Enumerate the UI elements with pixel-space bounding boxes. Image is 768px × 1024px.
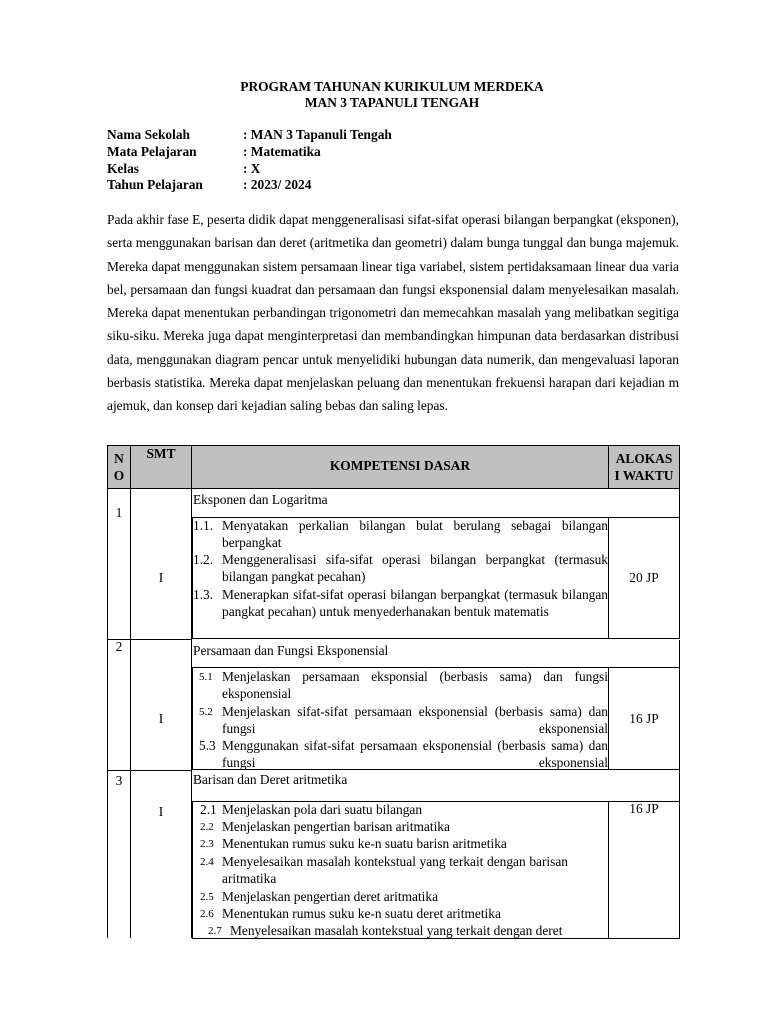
info-value: : Matematika bbox=[243, 144, 321, 159]
kd-item-number: 5.2 bbox=[199, 706, 213, 718]
kd-item-number: 2.2 bbox=[200, 821, 214, 833]
kd-item-number: 1.2. bbox=[193, 552, 214, 567]
row-alokasi-waktu: 16 JP bbox=[629, 711, 659, 726]
header-no-line2: O bbox=[113, 468, 125, 483]
info-label: Kelas bbox=[107, 161, 139, 176]
learning-outcome-paragraph: Pada akhir fase E, peserta didik dapat menggeneralisasi sifat-sifat operasi bilangan berpangkat (eksponen), serta menggunakan barisan dan deret (aritmetika dan geometri) dalam bunga tunggal dan bunga majemuk. Mereka dapat menggunakan sistem persamaan linear tiga variabel, sistem pertidaksamaan linear dua variabel, persamaan dan fungsi kuadrat dan persamaan dan fungsi eksponensial dalam menyelesaikan masalah. Mereka dapat menentukan perbandingan trigonometri dan memecahkan masalah yang melibatkan segitiga siku-siku. Mereka juga dapat menginterpretasi dan membandingkan himpunan data berdasarkan distribusi data, menggunakan diagram pencar untuk menyelidiki hubungan data numerik, dan mengevaluasi laporan berbasis statistika. Mereka dapat menjelaskan peluang dan menentukan frekuensi harapan dari kejadian majemuk, dan konsep dari kejadian saling bebas dan saling lepas. bbox=[107, 212, 679, 414]
kd-item bbox=[193, 853, 608, 888]
row-separator bbox=[107, 770, 192, 771]
kd-item-number: 2.4 bbox=[200, 856, 214, 868]
table-border-right-1 bbox=[679, 445, 680, 518]
kd-item bbox=[193, 551, 608, 586]
kd-item-text: Menggeneralisasi sifa-sifat operasi bilangan berpangkat (termasuk bilangan pangkat pecahan) bbox=[222, 552, 608, 585]
kd-item bbox=[193, 586, 608, 621]
row-semester: I bbox=[158, 804, 164, 819]
row-number: 3 bbox=[115, 773, 123, 788]
row-semester: I bbox=[158, 570, 164, 585]
kd-item-text: Menjelaskan sifat-sifat persamaan eksponensial (berbasis sama) dan fungsi eksponensial bbox=[222, 704, 608, 737]
table-border-top bbox=[107, 445, 680, 446]
kd-item-number: 1.1. bbox=[193, 518, 214, 533]
kd-item-number: 5.3 bbox=[199, 738, 216, 753]
kd-item-number: 1.3. bbox=[193, 587, 214, 602]
kd-box-right bbox=[679, 517, 680, 639]
info-value: : MAN 3 Tapanuli Tengah bbox=[243, 127, 392, 142]
table-border-left-3 bbox=[107, 770, 108, 938]
table-border-right-3 bbox=[679, 770, 680, 802]
row-topic: Eksponen dan Logaritma bbox=[193, 492, 328, 507]
document-title: PROGRAM TAHUNAN KURIKULUM MERDEKA bbox=[240, 79, 544, 94]
kd-item bbox=[193, 922, 608, 939]
kd-box-mid bbox=[608, 801, 609, 938]
kd-item bbox=[193, 737, 608, 772]
kd-item-number: 2.7 bbox=[208, 925, 222, 937]
header-no bbox=[108, 450, 130, 484]
header-no-line1: N bbox=[114, 451, 124, 466]
row-topic: Persamaan dan Fungsi Eksponensial bbox=[193, 643, 389, 658]
kd-item bbox=[193, 517, 608, 552]
info-value: : X bbox=[243, 161, 261, 176]
kd-item-number: 2.5 bbox=[200, 891, 214, 903]
kd-item-number: 5.1 bbox=[199, 671, 213, 683]
row-number: 2 bbox=[115, 639, 123, 654]
kd-item bbox=[193, 668, 608, 703]
kd-item-number: 2.1 bbox=[200, 802, 217, 817]
kd-item bbox=[193, 905, 608, 922]
table-border-right-2 bbox=[679, 640, 680, 668]
kd-item-text: Menentukan rumus suku ke-n suatu barisn aritmetika bbox=[222, 836, 507, 851]
kd-item-text: Menerapkan sifat-sifat operasi bilangan berpangkat (termasuk bilangan pangkat pecahan) untuk menyederhanakan bentuk matematis bbox=[222, 587, 608, 620]
header-waktu-line1: ALOKAS bbox=[615, 451, 673, 466]
col-divider-no bbox=[130, 445, 131, 938]
kd-item-text: Menyelesaikan masalah kontekstual yang terkait dengan deret bbox=[230, 923, 563, 938]
kd-item-text: Menggunakan sifat-sifat persamaan eksponensial (berbasis sama) dan fungsi eksponensial bbox=[222, 738, 608, 771]
info-label: Nama Sekolah bbox=[107, 127, 190, 142]
kd-item-text: Menyatakan perkalian bilangan bulat berulang sebagai bilangan berpangkat bbox=[222, 518, 608, 551]
kd-item-text: Menjelaskan pola dari suatu bilangan bbox=[222, 802, 423, 817]
kd-item bbox=[193, 801, 608, 818]
header-smt: SMT bbox=[146, 446, 176, 461]
row-number: 1 bbox=[115, 505, 123, 520]
table-header-bottom bbox=[107, 488, 680, 489]
kd-item-number: 2.6 bbox=[200, 908, 214, 920]
row-topic: Barisan dan Deret aritmetika bbox=[193, 772, 348, 787]
info-label: Tahun Pelajaran bbox=[107, 177, 203, 192]
kd-item-text: Menyelesaikan masalah kontekstual yang terkait dengan barisan aritmatika bbox=[222, 854, 568, 887]
kd-item bbox=[193, 888, 608, 905]
header-kompetensi-dasar: KOMPETENSI DASAR bbox=[329, 458, 471, 473]
header-alokasi-waktu bbox=[609, 450, 679, 484]
kd-item-text: Menjelaskan pengertian barisan aritmatika bbox=[222, 819, 450, 834]
kd-item bbox=[193, 703, 608, 738]
info-label: Mata Pelajaran bbox=[107, 144, 197, 159]
kd-item-text: Menjelaskan persamaan eksponsial (berbasis sama) dan fungsi eksponensial bbox=[222, 669, 608, 702]
document-subtitle: MAN 3 TAPANULI TENGAH bbox=[304, 95, 480, 110]
kd-box-right bbox=[679, 667, 680, 769]
kd-item-number: 2.3 bbox=[200, 838, 214, 850]
kd-item bbox=[193, 818, 608, 835]
kd-box-right bbox=[679, 801, 680, 938]
kd-item bbox=[193, 835, 608, 852]
info-value: : 2023/ 2024 bbox=[243, 177, 312, 192]
kd-box-bottom bbox=[192, 638, 680, 639]
table-border-left-2 bbox=[107, 640, 108, 770]
row-alokasi-waktu: 16 JP bbox=[629, 801, 659, 816]
kd-item-text: Menjelaskan pengertian deret aritmatika bbox=[222, 889, 439, 904]
row-alokasi-waktu: 20 JP bbox=[629, 570, 659, 585]
row-semester: I bbox=[158, 711, 164, 726]
kd-item-text: Menentukan rumus suku ke-n suatu deret aritmetika bbox=[222, 906, 501, 921]
header-waktu-line2: I WAKTU bbox=[614, 468, 674, 483]
